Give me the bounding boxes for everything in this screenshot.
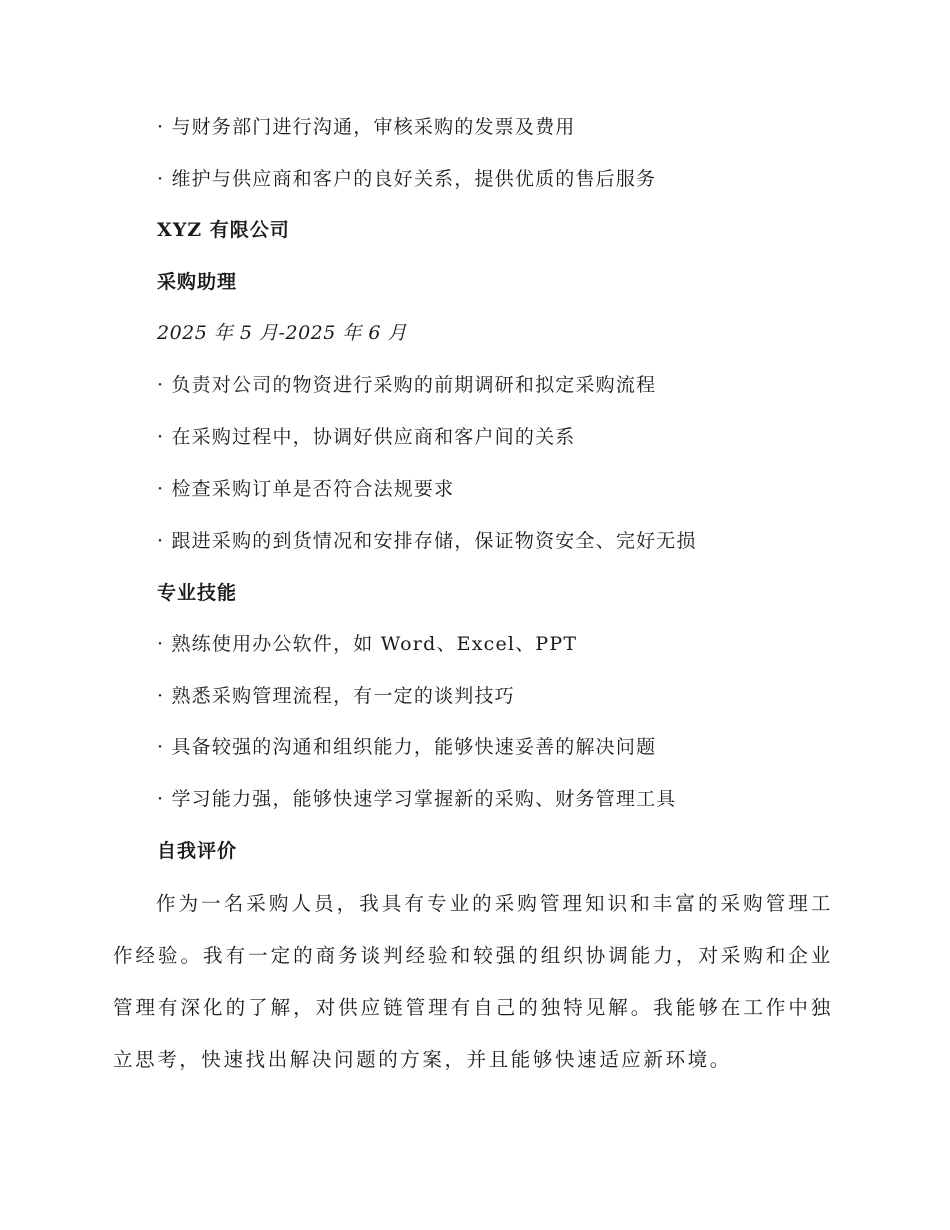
job-title: 采购助理 [157, 271, 238, 293]
job-bullet: · 负责对公司的物资进行采购的前期调研和拟定采购流程 [157, 374, 657, 396]
skill-bullet: · 具备较强的沟通和组织能力，能够快速妥善的解决问题 [157, 736, 657, 758]
job-period: 2025 年 5 月-2025 年 6 月 [157, 322, 408, 344]
company-name: XYZ 有限公司 [157, 219, 290, 241]
previous-job-bullet: · 维护与供应商和客户的良好关系，提供优质的售后服务 [157, 168, 657, 190]
skill-bullet: · 熟练使用办公软件，如 Word、Excel、PPT [157, 633, 578, 655]
job-bullet: · 跟进采购的到货情况和安排存储，保证物资安全、完好无损 [157, 530, 697, 552]
skill-bullet: · 熟悉采购管理流程，有一定的谈判技巧 [157, 685, 515, 707]
skill-bullet: · 学习能力强，能够快速学习掌握新的采购、财务管理工具 [157, 788, 677, 810]
self-evaluation-heading: 自我评价 [157, 840, 238, 862]
self-evaluation-paragraph: 作为一名采购人员，我具有专业的采购管理知识和丰富的采购管理工作经验。我有一定的商务谈判经验和较强的组织协调能力，对采购和企业管理有深化的了解，对供应链管理有自己的独特见解。我能够在工作中独立思考，快速找出解决问题的方案，并且能够快速适应新环境。 [113, 892, 833, 1071]
skills-heading: 专业技能 [157, 582, 238, 604]
job-bullet: · 在采购过程中，协调好供应商和客户间的关系 [157, 426, 576, 448]
previous-job-bullet: · 与财务部门进行沟通，审核采购的发票及费用 [157, 116, 576, 138]
job-bullet: · 检查采购订单是否符合法规要求 [157, 478, 455, 500]
